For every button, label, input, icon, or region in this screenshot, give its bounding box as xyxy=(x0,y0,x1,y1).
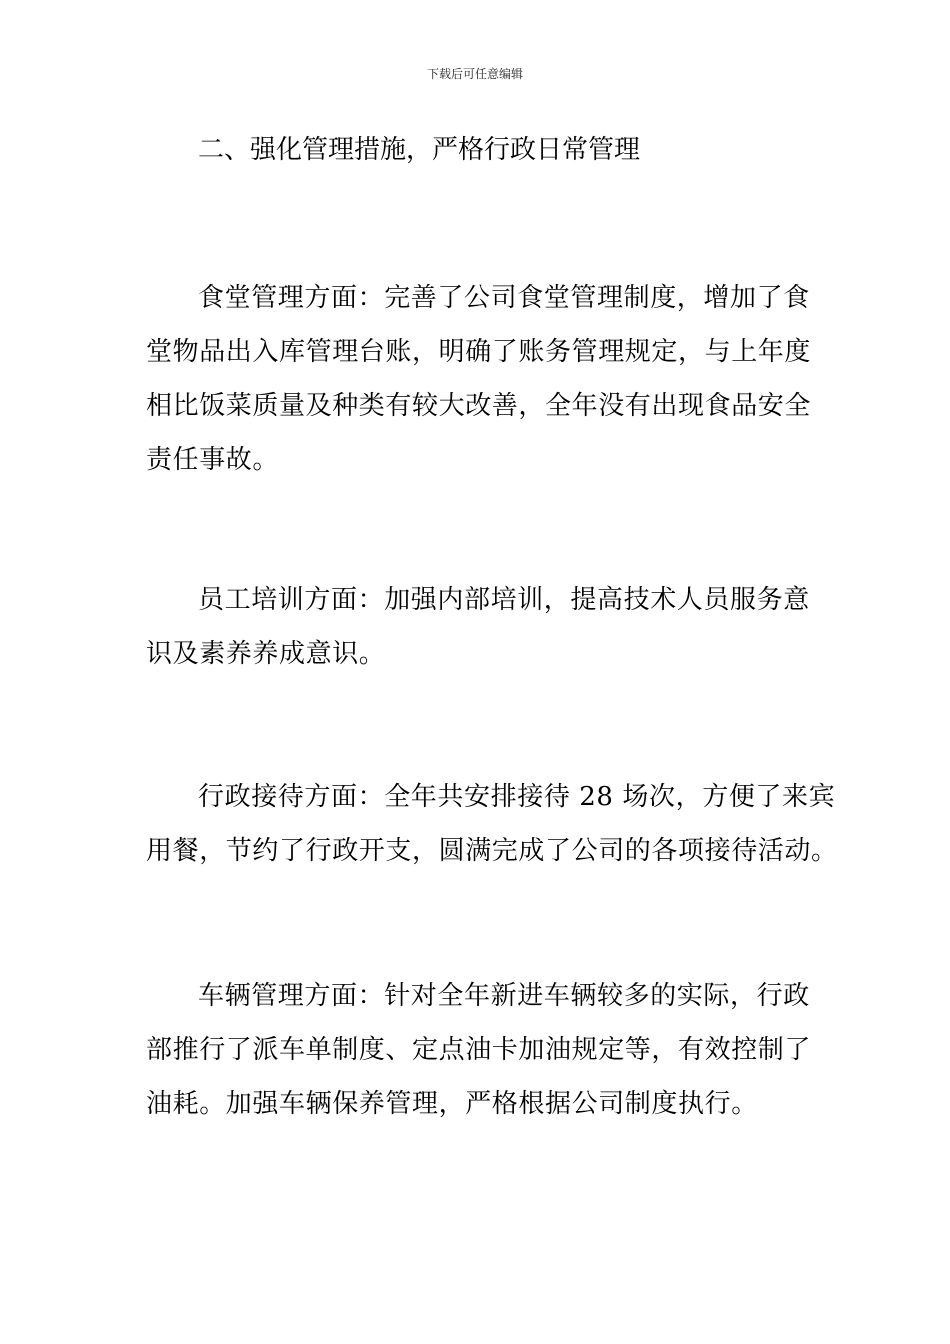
paragraph-line: 堂物品出入库管理台账，明确了账务管理规定，与上年度 xyxy=(146,337,812,367)
header-note: 下载后可任意编辑 xyxy=(426,67,523,81)
paragraph-vehicle-management xyxy=(146,969,812,1131)
section-heading: 二、强化管理措施，严格行政日常管理 xyxy=(198,135,641,165)
paragraph-line: 用餐，节约了行政开支，圆满完成了公司的各项接待活动。 xyxy=(146,836,838,866)
paragraph-reception xyxy=(146,770,838,878)
paragraph-line: 油耗。加强车辆保养管理，严格根据公司制度执行。 xyxy=(146,1089,758,1119)
paragraph-line: 识及素养养成意识。 xyxy=(146,639,386,669)
paragraph-line: 行政接待方面：全年共安排接待 28 场次，方便了来宾 xyxy=(198,782,836,812)
paragraph-line: 部推行了派车单制度、定点油卡加油规定等，有效控制了 xyxy=(146,1035,812,1065)
paragraph-line: 车辆管理方面：针对全年新进车辆较多的实际，行政 xyxy=(198,981,810,1011)
paragraph-line: 相比饭菜质量及种类有较大改善，全年没有出现食品安全 xyxy=(146,391,812,421)
paragraph-line: 食堂管理方面：完善了公司食堂管理制度，增加了食 xyxy=(198,283,810,313)
paragraph-staff-training xyxy=(146,573,810,681)
paragraph-line: 员工培训方面：加强内部培训，提高技术人员服务意 xyxy=(198,585,810,615)
paragraph-line: 责任事故。 xyxy=(146,445,280,475)
paragraph-canteen-management xyxy=(146,271,812,487)
